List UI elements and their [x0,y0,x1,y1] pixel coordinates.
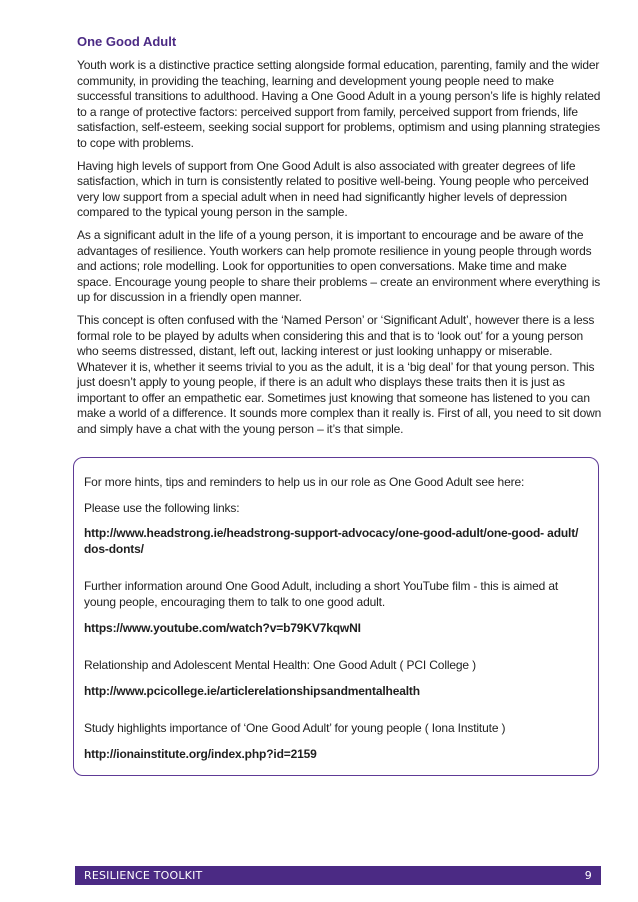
footer-label: RESILIENCE TOOLKIT [84,869,203,882]
pci-description: Relationship and Adolescent Mental Health: One Good Adult ( PCI College ) [84,658,476,673]
links-label: Please use the following links: [84,500,240,515]
paragraph-significant-adult: As a significant adult in the life of a young person, it is important to encourage and be aware of the advantages of resilience. Youth workers can help promote resilience in young people through words and actions; role modelling. Look for opportunities to open conversations. Make time and make space. Encourage young people to share their problems – create an environment where everything is up for discussion in a friendly open manner. [77,227,601,305]
youtube-link[interactable]: https://www.youtube.com/watch?v=b79KV7kqwNI [84,620,361,635]
page-number: 9 [584,869,592,882]
section-title: One Good Adult [77,34,177,49]
spacer [84,709,588,721]
pci-link[interactable]: http://www.pcicollege.ie/articlerelationshipsandmentalhealth [84,683,420,698]
resources-intro: For more hints, tips and reminders to help us in our role as One Good Adult see here: [84,475,525,489]
paragraph-youth-work: Youth work is a distinctive practice setting alongside formal education, parenting, family and the wider community, in providing the teaching, learning and development young people need to make successful transitions to adulthood. Having a One Good Adult in a young person’s life is highly related to a range of protective factors: perceived support from family, perceived support from friends, life satisfaction, self-esteem, seeking social support for problems, optimism and using planning strategies to cope with problems. [77,58,601,150]
film-description: Further information around One Good Adult, including a short YouTube film - this is aimed at young people, encouraging them to talk to one good adult. [84,579,559,609]
spacer [84,567,588,579]
paragraph-named-person: This concept is often confused with the ‘Named Person’ or ‘Significant Adult’, however there is a less formal role to be played by adults when considering this and that is to ‘look out’ for a young person who seems distressed, distant, left out, lacking interest or just looking unhappy or miserable. Whatever it is, whether it seems trivial to you as the adult, it is a ‘big deal’ for that young person. This just doesn’t apply to young people, if there is an adult who displays these traits then it is just as important to offer an empathetic ear. Sometimes just knowing that someone has listened to you can make a world of a difference. It sounds more complex than it really is. First of all, you need to sit down and simply have a chat with the young person – it’s that simple. [77,312,602,437]
spacer [84,646,588,658]
iona-link[interactable]: http://ionainstitute.org/index.php?id=2159 [84,746,317,761]
footer-bar [75,866,601,885]
paragraph-support-levels: Having high levels of support from One Good Adult is also associated with greater degrees of life satisfaction, which in turn is consistently related to positive well-being. Young people who perceived very low support from a special adult when in need had significantly higher levels of depression compared to the typical young person in the sample. [77,158,589,220]
iona-description: Study highlights importance of ‘One Good Adult’ for young people ( Iona Institute ) [84,721,506,736]
headstrong-link[interactable]: http://www.headstrong.ie/headstrong-support-advocacy/one-good-adult/one-good- adult/ dos-donts/ [84,526,579,556]
body-text [77,58,603,445]
resources-box [73,457,599,776]
